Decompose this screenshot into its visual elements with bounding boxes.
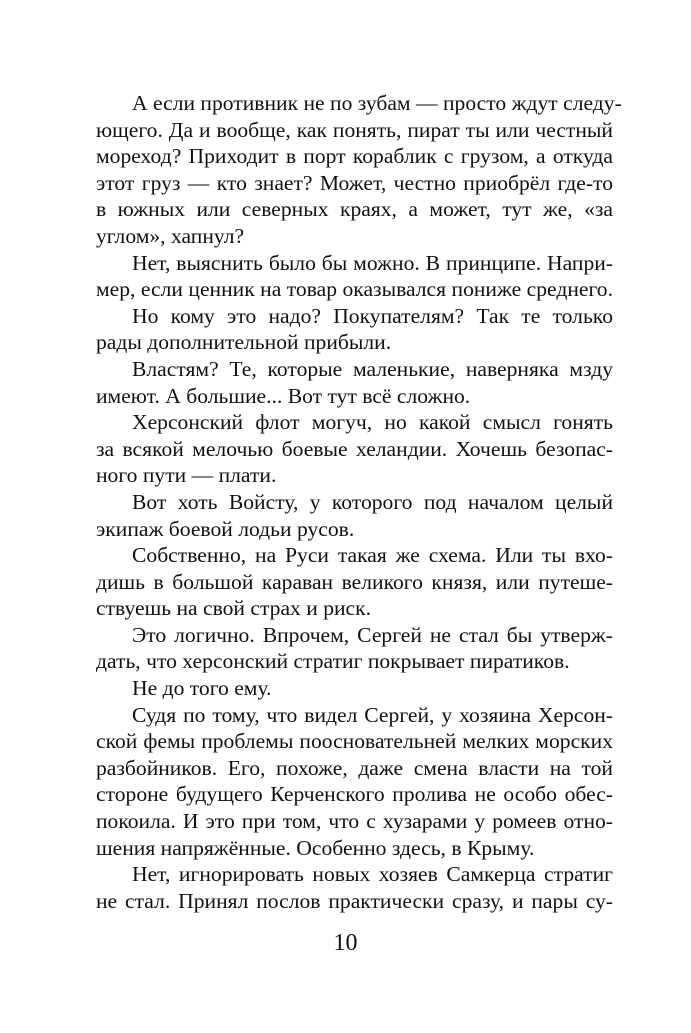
text-line: ного пути — плати. bbox=[96, 463, 277, 488]
text-line: мореход? Приходит в порт кораблик с грузом, а откуда bbox=[96, 144, 613, 169]
page-number: 10 bbox=[333, 930, 358, 956]
text-line: дишь в большой караван великого князя, или путеше- bbox=[96, 569, 613, 594]
text-line: Херсонский флот могуч, но какой смысл гонять bbox=[132, 410, 613, 435]
text-line: Нет, выяснить было бы можно. В принципе. Напри- bbox=[132, 250, 613, 275]
text-line: Собственно, на Руси такая же схема. Или ты вхо- bbox=[132, 543, 613, 568]
text-line: имеют. А большие... Вот тут всё сложно. bbox=[96, 383, 471, 408]
text-line: за всякой мелочью боевые хеландии. Хочешь безопас- bbox=[96, 436, 613, 461]
text-line: этот груз — кто знает? Может, честно приобрёл где-то bbox=[96, 170, 613, 195]
text-line: шения напряжённые. Особенно здесь, в Крыму. bbox=[96, 835, 535, 860]
text-line: Нет, игнорировать новых хозяев Самкерца стратиг bbox=[132, 862, 613, 887]
text-line: углом», хапнул? bbox=[96, 223, 245, 248]
text-line: Но кому это надо? Покупателям? Так те только bbox=[132, 303, 613, 328]
text-line: разбойников. Его, похоже, даже смена власти на той bbox=[96, 755, 613, 780]
text-line: не стал. Принял послов практически сразу, и пары су- bbox=[96, 888, 613, 913]
text-line: дать, что херсонский стратиг покрывает пиратиков. bbox=[96, 649, 570, 674]
text-line: А если противник не по зубам — просто ждут следу- bbox=[132, 91, 622, 115]
text-line: в южных или северных краях, а может, тут же, «за bbox=[96, 197, 613, 222]
text-line: стороне будущего Керченского пролива не особо обес- bbox=[96, 782, 613, 807]
text-line: мер, если ценник на товар оказывался пониже среднего. bbox=[96, 277, 613, 302]
text-line: Не до того ему. bbox=[132, 676, 272, 701]
text-line: Вот хоть Войсту, у которого под началом целый bbox=[132, 489, 613, 514]
text-line: ствуешь на свой страх и риск. bbox=[96, 596, 372, 621]
text-line: Это логично. Впрочем, Сергей не стал бы утверж- bbox=[132, 622, 613, 647]
text-line: Властям? Те, которые маленькие, наверняка мзду bbox=[132, 356, 613, 381]
body-text bbox=[96, 90, 622, 914]
text-line: покоила. И это при том, что с хузарами у ромеев отно- bbox=[96, 809, 613, 834]
text-line: Судя по тому, что видел Сергей, у хозяина Херсон- bbox=[132, 702, 613, 727]
text-line: экипаж боевой лодьи русов. bbox=[96, 516, 355, 541]
text-line: ской фемы проблемы поосновательней мелких морских bbox=[96, 729, 613, 754]
text-line: рады дополнительной прибыли. bbox=[96, 330, 392, 355]
text-line: ющего. Да и вообще, как понять, пират ты или честный bbox=[96, 117, 613, 142]
